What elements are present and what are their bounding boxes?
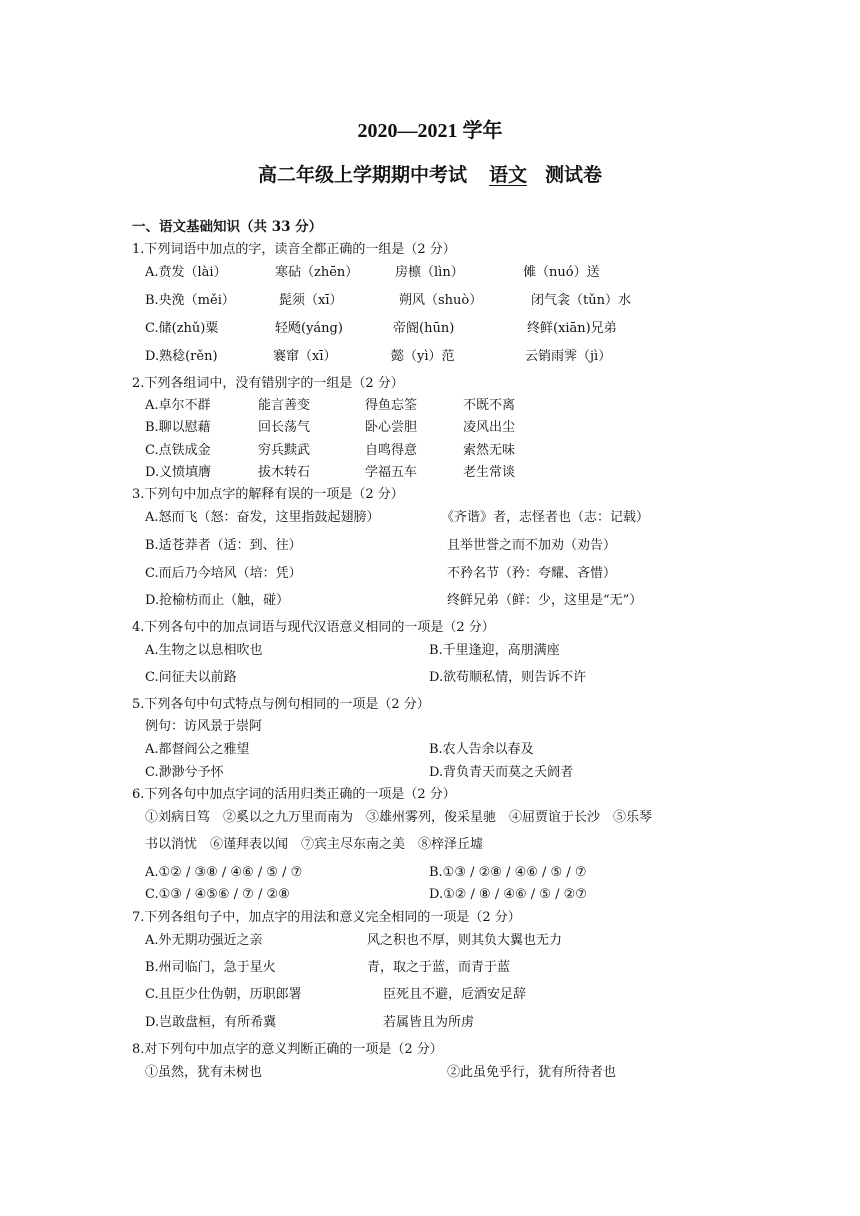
school-year-title: 2020—2021 学年 [357,120,503,142]
question-5-stem: 5.下列各句中句式特点与例句相同的一项是（2 分） [132,697,430,712]
exam-subject: 语文 [488,164,527,186]
question-4-stem: 4.下列各句中的加点词语与现代汉语意义相同的一项是（2 分） [132,620,495,635]
question-1-stem: 1.下列词语中加点的字，读音全都正确的一组是（2 分） [132,242,456,257]
question-7-stem: 7.下列各组句子中，加点字的用法和意义完全相同的一项是（2 分） [132,910,521,925]
question-6-stem: 6.下列各句中加点字词的活用归类正确的一项是（2 分） [132,787,456,802]
question-6-items-line1: ①刘病日笃 ②奚以之九万里而南为 ③雄州雾列，俊采星驰 ④屈贾谊于长沙 ⑤乐琴 [145,810,653,825]
question-6-items-line2: 书以消忧 ⑥谨拜表以闻 ⑦宾主尽东南之美 ⑧梓泽丘墟 [145,837,484,852]
exam-title-suffix: 测试卷 [545,164,603,186]
question-5-example: 例句：访风景于崇阿 [145,719,263,734]
section-heading: 一、语文基础知识（共 33 分） [132,219,323,235]
exam-page: 2020—2021 学年 高二年级上学期期中考试 语文 测试卷 一、语文基础知识（共 33 分） 1.下列词语中加点的字，读音全都正确的一组是（2 分） A.贲发（lài） 寒砧（zhēn） 房檩（lìn） 傩（nuó）送 B.央浼（měi） 髭须（xī） 朔风（shuò） 闭气衾（tǔn）水 C.储(zhǔ)粟 轻飏(yáng) 帝阍(hūn) 终鲜(xiān)兄弟 D.熟稔(rěn) 褰窜（xī） 懿（yì）范 云销雨霁（jì） 2.下列各组词中，没有错别字的一组是（2 分） A.卓尔不群 能言善变 得鱼忘筌 不既不离 B.聊以慰藉 回长荡气 卧心尝胆 凌风出尘 C.点铁成金 穷兵黩武 自鸣得意 索然无味 D.义愤填膺 拔木转石 学福五车 老生常谈 3.下列句中加点字的解释有误的一项是（2 分） A.怒而飞（怒：奋发，这里指鼓起翅膀） 《齐谐》者，志怪者也（志：记载） B.适苍莽者（适：到、往） 且举世誉之而不加劝（劝告） C.而后乃今培风（培：凭） 不矜名节（矜：夸耀、吝惜） D.抢榆枋而止（触，碰） 终鲜兄弟（鲜：少，这里是“无”） 4.下列各句中的加点词语与现代汉语意义相同的一项是（2 分） A.生物之以息相吹也 B.千里逢迎，高朋满座 C.问征夫以前路 D.欲苟顺私情，则告诉不许 5.下列各句中句式特点与例句相同的一项是（2 分） 例句：访风景于崇阿 A.都督阎公之雅望 B.农人告余以春及 C.渺渺兮予怀 D.背负青天而莫之夭阏者 6.下列各句中加点字词的活用归类正确的一项是（2 分） ①刘病日笃 ②奚以之九万里而南为 ③雄州雾列，俊采星驰 ④屈贾谊于长沙 ⑤乐琴 书以消忧 ⑥谨拜表以闻 ⑦宾主尽东南之美 ⑧梓泽丘墟 A.①② / ③⑧ / ④⑥ / ⑤ / ⑦ B.①③ / ②⑧ / ④⑥ / ⑤ / ⑦ C.①③ / ④⑤⑥ / ⑦ / ②⑧ D.①② / ⑧ / ④⑥ / ⑤ / ②⑦ 7.下列各组句子中，加点字的用法和意义完全相同的一项是（2 分） A.外无期功强近之亲 风之积也不厚，则其负大翼也无力 B.州司临门，急于星火 青，取之于蓝，而青于蓝 C.且臣少仕伪朝，历职郎署 臣死且不避，卮酒安足辞 D.岂敢盘桓，有所希冀 若属皆且为所虏 8.对下列句中加点字的意义判断正确的一项是（2 分） ①虽然，犹有未树也 ②此虽免乎行，犹有所待者也 [0,0,860,1216]
exam-title-prefix: 高二年级上学期期中考试 [257,164,467,186]
exam-title [0,160,860,187]
question-3-stem: 3.下列句中加点字的解释有误的一项是（2 分） [132,487,404,502]
question-2-stem: 2.下列各组词中，没有错别字的一组是（2 分） [132,376,404,391]
question-8-stem: 8.对下列句中加点字的意义判断正确的一项是（2 分） [132,1042,443,1057]
